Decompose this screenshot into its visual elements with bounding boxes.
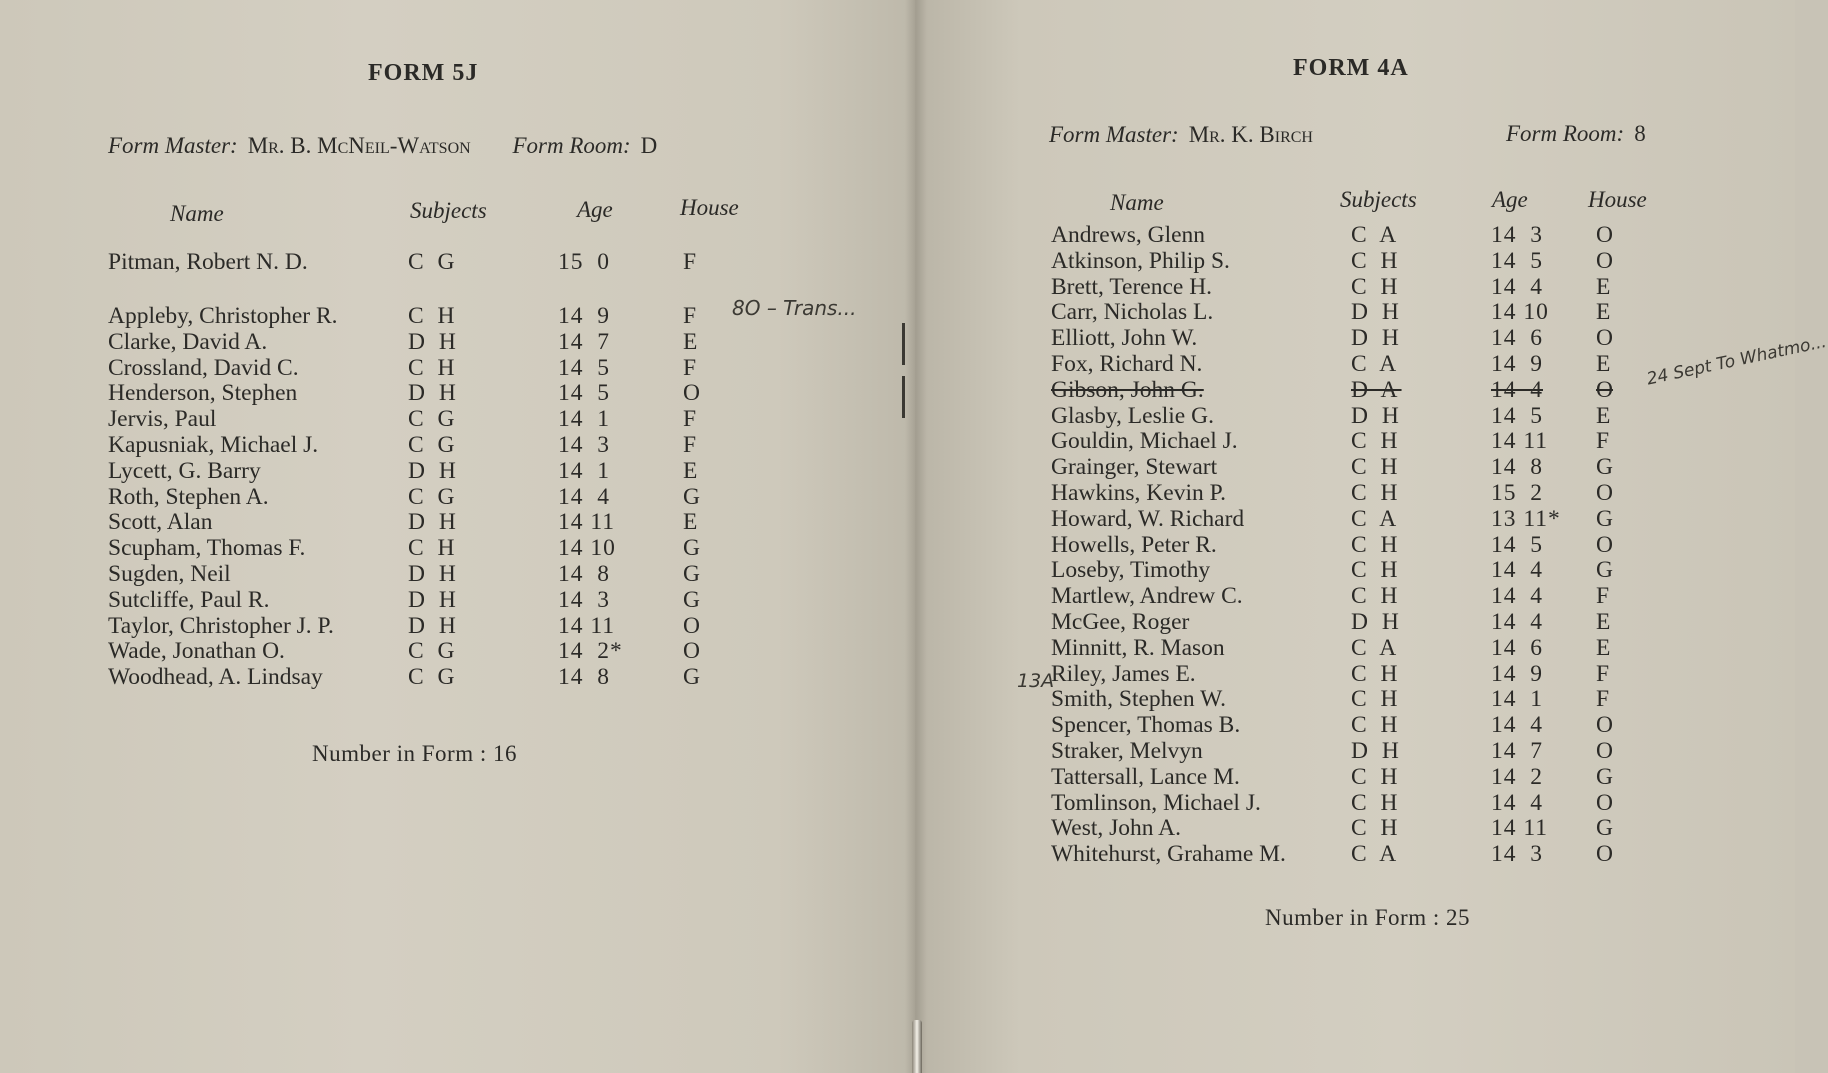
student-name: Henderson, Stephen (108, 380, 298, 407)
student-house: G (683, 586, 700, 613)
student-age: 14 9 (1491, 660, 1543, 687)
student-age: 14 7 (1491, 737, 1543, 764)
student-name: Carr, Nicholas L. (1051, 299, 1214, 326)
student-house: E (1596, 608, 1611, 635)
table-row (108, 433, 743, 459)
table-row (1051, 300, 1656, 326)
student-name: Scott, Alan (108, 509, 213, 536)
student-age: 14 3 (558, 431, 610, 458)
student-age: 14 5 (1491, 247, 1543, 274)
table-row (1051, 352, 1656, 378)
student-name: Minnitt, R. Mason (1051, 634, 1225, 661)
student-name: Riley, James E. (1051, 660, 1196, 687)
table-row (108, 250, 743, 276)
student-house: G (1596, 557, 1613, 584)
table-row (108, 356, 743, 382)
student-name: Sugden, Neil (108, 560, 231, 587)
student-house: E (683, 509, 698, 536)
student-name: Brett, Terence H. (1051, 273, 1213, 300)
student-name: Appleby, Christopher R. (108, 303, 338, 329)
table-row (1051, 636, 1656, 662)
table-row (1051, 842, 1656, 868)
table-row (1051, 326, 1656, 352)
student-subjects: C A (1351, 634, 1401, 661)
table-row (108, 381, 743, 407)
handwritten-bracket (896, 323, 905, 365)
student-house: G (1596, 454, 1613, 481)
right-number-in-form (1265, 905, 1470, 931)
student-name: Smith, Stephen W. (1051, 686, 1226, 713)
student-house: F (1596, 660, 1610, 687)
student-house: E (683, 457, 698, 484)
student-name: Grainger, Stewart (1051, 454, 1218, 481)
student-age: 14 4 (558, 483, 610, 510)
student-name: Straker, Melvyn (1051, 737, 1203, 764)
student-subjects: D H (408, 328, 460, 355)
table-row (108, 614, 743, 640)
student-subjects: C H (1351, 660, 1402, 687)
student-name: West, John A. (1051, 815, 1181, 842)
student-age: 14 1 (1491, 686, 1543, 713)
student-subjects: C H (1351, 479, 1402, 506)
student-age: 15 0 (558, 249, 610, 275)
left-header-name: Name (170, 201, 224, 226)
student-name: Taylor, Christopher J. P. (108, 612, 334, 639)
table-row (1051, 765, 1656, 791)
table-row (108, 536, 743, 562)
student-name: Woodhead, A. Lindsay (108, 664, 323, 691)
student-subjects: C H (1351, 428, 1402, 455)
student-house: G (683, 535, 700, 562)
student-subjects: D H (408, 457, 460, 484)
student-house: O (683, 380, 700, 407)
student-subjects: D H (408, 509, 460, 536)
table-row (108, 665, 743, 691)
student-subjects: D H (408, 612, 460, 639)
student-name: Gibson, John G. (1051, 376, 1204, 403)
student-age: 14 8 (558, 560, 610, 587)
student-name: McGee, Roger (1051, 608, 1190, 635)
student-age: 14 4 (1491, 583, 1543, 610)
count-label: Number in Form : (312, 741, 487, 766)
student-age: 14 9 (1491, 350, 1543, 377)
student-subjects: C H (408, 535, 459, 562)
student-subjects: C G (408, 638, 459, 665)
student-age: 14 4 (1491, 557, 1543, 584)
table-row (1051, 507, 1656, 533)
table-row (1051, 404, 1656, 430)
student-house: G (683, 664, 700, 691)
right-form-room-line (1506, 121, 1646, 147)
student-subjects: C A (1351, 841, 1401, 868)
student-subjects: D H (1351, 402, 1403, 429)
student-age: 14 1 (558, 457, 610, 484)
student-subjects: C H (408, 303, 459, 329)
student-name: Martlew, Andrew C. (1051, 583, 1243, 610)
student-age: 14 5 (558, 354, 610, 381)
student-name: Sutcliffe, Paul R. (108, 586, 270, 613)
student-house: F (1596, 428, 1610, 455)
student-age: 14 8 (558, 664, 610, 691)
student-age: 14 6 (1491, 634, 1543, 661)
student-age: 14 11 (558, 509, 616, 536)
table-row (108, 304, 743, 330)
student-age: 14 10 (1491, 299, 1549, 326)
handwritten-bracket (896, 376, 905, 418)
form-master-name: Mr. B. McNeil-Watson (247, 133, 471, 158)
student-house: G (1596, 763, 1613, 790)
student-house: O (683, 638, 700, 665)
student-subjects: D A (1351, 376, 1402, 403)
student-age: 14 11 (1491, 428, 1549, 455)
student-house: O (1596, 531, 1613, 558)
right-header-house: House (1588, 187, 1647, 212)
student-house: F (683, 303, 697, 329)
student-subjects: C H (1351, 583, 1402, 610)
student-name: Scupham, Thomas F. (108, 535, 306, 562)
count-value: 25 (1446, 905, 1470, 930)
table-row (1051, 275, 1656, 301)
student-age: 14 4 (1491, 712, 1543, 739)
left-form-master-line (108, 133, 657, 159)
student-house: E (1596, 634, 1611, 661)
student-name: Lycett, G. Barry (108, 457, 261, 484)
student-subjects: C A (1351, 222, 1401, 248)
student-subjects: C G (408, 431, 459, 458)
student-subjects: C H (1351, 247, 1402, 274)
table-row (1051, 687, 1656, 713)
student-subjects: C G (408, 483, 459, 510)
student-subjects: D H (1351, 299, 1403, 326)
student-age: 14 6 (1491, 325, 1543, 352)
student-name: Elliott, John W. (1051, 325, 1198, 352)
student-house: O (1596, 479, 1613, 506)
student-house: O (1596, 222, 1613, 248)
student-name: Gouldin, Michael J. (1051, 428, 1238, 455)
student-age: 14 8 (1491, 454, 1543, 481)
student-house: O (1596, 376, 1613, 403)
table-row (1051, 558, 1656, 584)
form-master-label: Form Master: (1049, 122, 1179, 147)
right-header-subjects: Subjects (1340, 187, 1417, 212)
count-label: Number in Form : (1265, 905, 1440, 930)
student-house: E (1596, 350, 1611, 377)
book-gutter (905, 0, 927, 1073)
student-age: 14 4 (1491, 376, 1543, 403)
form-room-value: D (640, 133, 658, 158)
student-house: G (1596, 505, 1613, 532)
handwritten-note-transfer: 8O – Trans... (732, 296, 857, 320)
table-row (1051, 429, 1656, 455)
table-row (1051, 713, 1656, 739)
student-house: O (1596, 712, 1613, 739)
form-room-label: Form Room: (1506, 121, 1625, 146)
table-row (1051, 739, 1656, 765)
table-row (108, 407, 743, 433)
student-subjects: D H (1351, 325, 1403, 352)
student-name: Tomlinson, Michael J. (1051, 789, 1261, 816)
table-row (108, 485, 743, 511)
table-row (108, 330, 743, 356)
student-age: 14 3 (1491, 841, 1543, 868)
student-age: 14 4 (1491, 608, 1543, 635)
table-row (1051, 791, 1656, 817)
staple (912, 1020, 922, 1073)
right-header-name: Name (1110, 190, 1164, 215)
student-age: 14 4 (1491, 273, 1543, 300)
table-row (108, 459, 743, 485)
student-age: 14 4 (1491, 789, 1543, 816)
table-row (108, 562, 743, 588)
student-age: 14 3 (1491, 222, 1543, 248)
student-name: Whitehurst, Grahame M. (1051, 841, 1286, 868)
student-house: O (683, 612, 700, 639)
student-house: F (1596, 583, 1610, 610)
student-house: O (1596, 789, 1613, 816)
right-form-title: FORM 4A (1293, 55, 1409, 81)
table-row (1051, 662, 1656, 688)
table-row (1051, 481, 1656, 507)
student-house: O (1596, 737, 1613, 764)
student-name: Spencer, Thomas B. (1051, 712, 1241, 739)
student-age: 14 3 (558, 586, 610, 613)
student-age: 14 5 (1491, 402, 1543, 429)
student-subjects: D H (408, 586, 460, 613)
student-age: 14 1 (558, 406, 610, 433)
student-name: Atkinson, Philip S. (1051, 247, 1230, 274)
student-age: 14 5 (558, 380, 610, 407)
student-name: Glasby, Leslie G. (1051, 402, 1214, 429)
student-house: O (1596, 841, 1613, 868)
left-header-age: Age (577, 197, 613, 222)
student-age: 14 2 (1491, 763, 1543, 790)
table-row (1051, 455, 1656, 481)
student-name: Crossland, David C. (108, 354, 299, 381)
student-age: 13 11* (1491, 505, 1561, 532)
student-age: 14 11 (558, 612, 616, 639)
student-age: 14 11 (1491, 815, 1549, 842)
student-house: F (683, 249, 697, 275)
student-subjects: C H (1351, 815, 1402, 842)
student-subjects: C H (1351, 454, 1402, 481)
table-row (108, 639, 743, 665)
count-value: 16 (493, 741, 517, 766)
student-house: G (683, 483, 700, 510)
student-subjects: C A (1351, 350, 1401, 377)
left-roster-table (108, 304, 743, 691)
left-number-in-form (312, 741, 517, 767)
table-row (1051, 816, 1656, 842)
form-master-label: Form Master: (108, 133, 238, 158)
table-row (1051, 533, 1656, 559)
student-subjects: D H (408, 380, 460, 407)
student-age: 14 9 (558, 303, 610, 329)
student-subjects: C A (1351, 505, 1401, 532)
student-age: 14 5 (1491, 531, 1543, 558)
student-subjects: C G (408, 664, 459, 691)
table-row (1051, 223, 1656, 249)
student-subjects: C G (408, 406, 459, 433)
student-house: O (1596, 247, 1613, 274)
student-name: Roth, Stephen A. (108, 483, 269, 510)
student-subjects: C G (408, 249, 459, 275)
student-subjects: C H (1351, 557, 1402, 584)
student-subjects: C H (1351, 686, 1402, 713)
student-subjects: C H (1351, 763, 1402, 790)
handwritten-note-gibson: 24 Sept To Whatmo... (1645, 331, 1828, 390)
student-name: Loseby, Timothy (1051, 557, 1211, 584)
student-name: Kapusniak, Michael J. (108, 431, 319, 458)
table-row (1051, 249, 1656, 275)
student-subjects: C H (1351, 712, 1402, 739)
student-name: Pitman, Robert N. D. (108, 249, 308, 275)
student-name: Tattersall, Lance M. (1051, 763, 1240, 790)
student-subjects: D H (408, 560, 460, 587)
student-house: F (683, 431, 697, 458)
left-first-row-table (108, 250, 743, 276)
table-row (1051, 378, 1656, 404)
table-row (108, 510, 743, 536)
student-name: Clarke, David A. (108, 328, 268, 355)
left-header-house: House (680, 195, 739, 220)
student-house: E (683, 328, 698, 355)
student-subjects: D H (1351, 608, 1403, 635)
student-name: Hawkins, Kevin P. (1051, 479, 1226, 506)
right-header-age: Age (1492, 187, 1528, 212)
left-header-subjects: Subjects (410, 198, 487, 223)
form-room-label: Form Room: (512, 133, 631, 158)
form-room-value: 8 (1634, 121, 1646, 146)
form-master-name: Mr. K. Birch (1188, 122, 1313, 147)
student-age: 14 7 (558, 328, 610, 355)
student-subjects: C H (1351, 531, 1402, 558)
student-subjects: C H (1351, 273, 1402, 300)
handwritten-note-riley: 13A (1017, 670, 1055, 692)
student-name: Howard, W. Richard (1051, 505, 1245, 532)
student-house: E (1596, 402, 1611, 429)
student-house: G (1596, 815, 1613, 842)
student-house: E (1596, 299, 1611, 326)
student-name: Wade, Jonathan O. (108, 638, 285, 665)
student-subjects: C H (1351, 789, 1402, 816)
table-row (1051, 610, 1656, 636)
student-subjects: D H (1351, 737, 1403, 764)
student-name: Jervis, Paul (108, 406, 217, 433)
right-roster-table (1051, 223, 1656, 868)
student-name: Andrews, Glenn (1051, 222, 1206, 248)
student-house: F (683, 354, 697, 381)
student-house: O (1596, 325, 1613, 352)
table-row (108, 588, 743, 614)
student-name: Fox, Richard N. (1051, 350, 1203, 377)
student-name: Howells, Peter R. (1051, 531, 1217, 558)
student-house: F (1596, 686, 1610, 713)
student-subjects: C H (408, 354, 459, 381)
student-house: G (683, 560, 700, 587)
student-age: 14 10 (558, 535, 616, 562)
right-form-master-line (1049, 122, 1313, 148)
student-house: E (1596, 273, 1611, 300)
student-age: 14 2* (558, 638, 623, 665)
table-row (1051, 584, 1656, 610)
left-form-title: FORM 5J (368, 60, 479, 86)
student-house: F (683, 406, 697, 433)
student-age: 15 2 (1491, 479, 1543, 506)
